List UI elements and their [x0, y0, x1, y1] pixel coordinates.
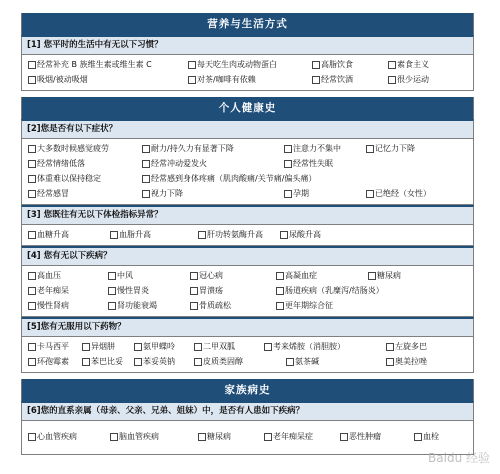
checkbox-icon[interactable] — [190, 302, 198, 310]
option-coronary[interactable]: 冠心病 — [190, 268, 223, 283]
checkbox-icon[interactable] — [134, 358, 142, 366]
option-phenobarbital[interactable]: 苯巴比妥 — [82, 354, 123, 369]
checkbox-icon[interactable] — [28, 287, 36, 295]
section-family-history — [21, 379, 474, 455]
checkbox-icon[interactable] — [276, 287, 284, 295]
option-hypertension[interactable]: 高血压 — [28, 268, 61, 283]
question-6-options — [21, 421, 474, 455]
checkbox-icon[interactable] — [110, 433, 118, 441]
option-uric-acid[interactable]: 尿酸升高 — [280, 227, 321, 242]
question-5-label: [5]您有无服用以下药物？ — [21, 317, 474, 337]
option-carbamazepine[interactable]: 卡马西平 — [28, 339, 69, 354]
checkbox-icon[interactable] — [82, 358, 90, 366]
option-row — [22, 354, 473, 369]
option-dementia[interactable]: 老年痴呆 — [28, 283, 69, 298]
option-fatigue[interactable]: 大多数时候感觉疲劳 — [28, 141, 109, 156]
option-menopause[interactable]: 已绝经（女性） — [366, 186, 431, 201]
option-vision[interactable]: 视力下降 — [142, 186, 183, 201]
option-aminophylline[interactable]: 氨茶碱 — [286, 354, 319, 369]
option-kidney[interactable]: 慢性肾病 — [28, 298, 69, 313]
checkbox-icon[interactable] — [28, 302, 36, 310]
option-blood-lipid[interactable]: 血脂升高 — [110, 227, 151, 242]
checkbox-icon[interactable] — [284, 145, 292, 153]
option-family-diabetes[interactable]: 糖尿病 — [198, 429, 231, 444]
checkbox-icon[interactable] — [82, 343, 90, 351]
option-diabetes[interactable]: 糖尿病 — [368, 268, 401, 283]
checkbox-icon[interactable] — [284, 190, 292, 198]
option-intestinal[interactable]: 肠道疾病（乳糜泻/结肠炎） — [276, 283, 384, 298]
checkbox-icon[interactable] — [386, 343, 394, 351]
option-ulcer[interactable]: 胃溃疡 — [190, 283, 223, 298]
checkbox-icon[interactable] — [276, 272, 284, 280]
option-malignant-tumor[interactable]: 恶性肿瘤 — [340, 429, 381, 444]
option-body-pain[interactable]: 经常感到身体疼痛（肌肉酸痛/关节痛/偏头痛） — [142, 171, 316, 186]
checkbox-icon[interactable] — [190, 287, 198, 295]
section-nutrition — [21, 13, 474, 91]
checkbox-icon[interactable] — [190, 272, 198, 280]
checkbox-icon[interactable] — [142, 175, 150, 183]
question-5-options — [21, 337, 474, 373]
option-row — [22, 227, 473, 242]
option-row — [22, 429, 473, 444]
option-drinking[interactable]: 经常饮酒 — [312, 72, 353, 87]
checkbox-icon[interactable] — [108, 287, 116, 295]
option-phenytoin[interactable]: 苯妥英钠 — [134, 354, 175, 369]
checkbox-icon[interactable] — [414, 433, 422, 441]
option-methotrexate[interactable]: 氨甲蝶呤 — [134, 339, 175, 354]
checkbox-icon[interactable] — [28, 433, 36, 441]
option-thrombosis[interactable]: 血栓 — [414, 429, 439, 444]
question-2-options — [21, 139, 474, 205]
checkbox-icon[interactable] — [28, 175, 36, 183]
checkbox-icon[interactable] — [284, 160, 292, 168]
health-questionnaire-form — [21, 13, 474, 455]
checkbox-icon[interactable] — [188, 61, 196, 69]
option-cardiovascular[interactable]: 心血管疾病 — [28, 429, 77, 444]
section-title-family: 家族病史 — [21, 379, 474, 401]
option-irritable[interactable]: 经常冲动爱发火 — [142, 156, 207, 171]
option-cholestyramine[interactable]: 考来烯胺（消胆胺） — [264, 339, 345, 354]
checkbox-icon[interactable] — [366, 190, 374, 198]
option-tea-coffee[interactable]: 对茶/咖啡有依赖 — [188, 72, 256, 87]
question-3-label: [3] 您既往有无以下体检指标异常？ — [21, 205, 474, 225]
option-row — [22, 141, 473, 156]
checkbox-icon[interactable] — [28, 76, 36, 84]
checkbox-icon[interactable] — [194, 343, 202, 351]
option-row — [22, 268, 473, 283]
option-row — [22, 171, 473, 186]
option-omeprazole[interactable]: 奥美拉唑 — [386, 354, 427, 369]
option-blood-sugar[interactable]: 血糖升高 — [28, 227, 69, 242]
checkbox-icon[interactable] — [110, 231, 118, 239]
section-title-personal: 个人健康史 — [21, 97, 474, 119]
checkbox-icon[interactable] — [198, 433, 206, 441]
option-memory[interactable]: 记忆力下降 — [366, 141, 415, 156]
checkbox-icon[interactable] — [280, 231, 288, 239]
option-endurance[interactable]: 耐力/持久力有显著下降 — [142, 141, 234, 156]
checkbox-icon[interactable] — [198, 231, 206, 239]
option-row — [22, 72, 473, 87]
checkbox-icon[interactable] — [264, 343, 272, 351]
checkbox-icon[interactable] — [194, 358, 202, 366]
checkbox-icon[interactable] — [108, 272, 116, 280]
option-insomnia[interactable]: 经常性失眠 — [284, 156, 333, 171]
option-vitamin-b-c[interactable]: 经常补充 B 族维生素或维生素 C — [28, 57, 152, 72]
checkbox-icon[interactable] — [134, 343, 142, 351]
question-6-label: [6]您的直系亲属（母亲、父亲、兄弟、姐妹）中，是否有人患如下疾病？ — [21, 401, 474, 421]
question-1-options — [21, 55, 474, 91]
checkbox-icon[interactable] — [388, 76, 396, 84]
section-personal-health — [21, 97, 474, 373]
option-gastritis[interactable]: 慢性胃炎 — [108, 283, 149, 298]
option-vegetarian[interactable]: 素食主义 — [388, 57, 429, 72]
checkbox-icon[interactable] — [28, 343, 36, 351]
option-levodopa[interactable]: 左旋多巴 — [386, 339, 427, 354]
watermark: Baidu 经验 — [428, 451, 490, 465]
question-4-label: [4] 您有无以下疾病？ — [21, 246, 474, 266]
checkbox-icon[interactable] — [264, 433, 272, 441]
option-corticosteroid[interactable]: 皮质类固醇 — [194, 354, 243, 369]
checkbox-icon[interactable] — [142, 190, 150, 198]
option-raw-meat[interactable]: 每天吃生肉或动物蛋白 — [188, 57, 277, 72]
section-title-nutrition: 营养与生活方式 — [21, 13, 474, 35]
option-hypercoagulation[interactable]: 高凝血症 — [276, 268, 317, 283]
option-row — [22, 186, 473, 201]
checkbox-icon[interactable] — [28, 231, 36, 239]
checkbox-icon[interactable] — [286, 358, 294, 366]
checkbox-icon[interactable] — [28, 272, 36, 280]
option-weight[interactable]: 体重难以保持稳定 — [28, 171, 101, 186]
option-cerebrovascular[interactable]: 脑血管疾病 — [110, 429, 159, 444]
checkbox-icon[interactable] — [28, 160, 36, 168]
question-4-options — [21, 266, 474, 317]
option-isoniazid[interactable]: 异烟肼 — [82, 339, 115, 354]
option-cyclosporine[interactable]: 环孢霉素 — [28, 354, 69, 369]
option-row — [22, 57, 473, 72]
checkbox-icon[interactable] — [142, 160, 150, 168]
question-3-options — [21, 225, 474, 246]
checkbox-icon[interactable] — [28, 358, 36, 366]
option-little-exercise[interactable]: 很少运动 — [388, 72, 429, 87]
option-high-fat[interactable]: 高脂饮食 — [312, 57, 353, 72]
checkbox-icon[interactable] — [188, 76, 196, 84]
option-attention[interactable]: 注意力不集中 — [284, 141, 341, 156]
option-metformin[interactable]: 二甲双胍 — [194, 339, 235, 354]
checkbox-icon[interactable] — [312, 61, 320, 69]
option-colds[interactable]: 经常感冒 — [28, 186, 69, 201]
checkbox-icon[interactable] — [142, 145, 150, 153]
option-menopause-syndrome[interactable]: 更年期综合征 — [276, 298, 333, 313]
checkbox-icon[interactable] — [28, 190, 36, 198]
option-renal-failure[interactable]: 肾功能衰竭 — [108, 298, 157, 313]
checkbox-icon[interactable] — [108, 302, 116, 310]
option-stroke[interactable]: 中风 — [108, 268, 133, 283]
checkbox-icon[interactable] — [28, 61, 36, 69]
option-row — [22, 339, 473, 354]
option-row — [22, 156, 473, 171]
option-alzheimers[interactable]: 老年痴呆症 — [264, 429, 313, 444]
option-smoking[interactable]: 吸烟/被动吸烟 — [28, 72, 88, 87]
question-1-label: [1] 您平时的生活中有无以下习惯？ — [21, 35, 474, 55]
option-liver-enzyme[interactable]: 肝功转氨酶升高 — [198, 227, 263, 242]
checkbox-icon[interactable] — [368, 272, 376, 280]
option-row — [22, 283, 473, 298]
option-low-mood[interactable]: 经常情绪低落 — [28, 156, 85, 171]
checkbox-icon[interactable] — [340, 433, 348, 441]
checkbox-icon[interactable] — [386, 358, 394, 366]
checkbox-icon[interactable] — [28, 145, 36, 153]
checkbox-icon[interactable] — [388, 61, 396, 69]
checkbox-icon[interactable] — [276, 302, 284, 310]
checkbox-icon[interactable] — [366, 145, 374, 153]
question-2-label: [2]您是否有以下症状？ — [21, 119, 474, 139]
checkbox-icon[interactable] — [312, 76, 320, 84]
option-osteoporosis[interactable]: 骨质疏松 — [190, 298, 231, 313]
option-row — [22, 298, 473, 313]
option-pregnancy[interactable]: 孕期 — [284, 186, 309, 201]
